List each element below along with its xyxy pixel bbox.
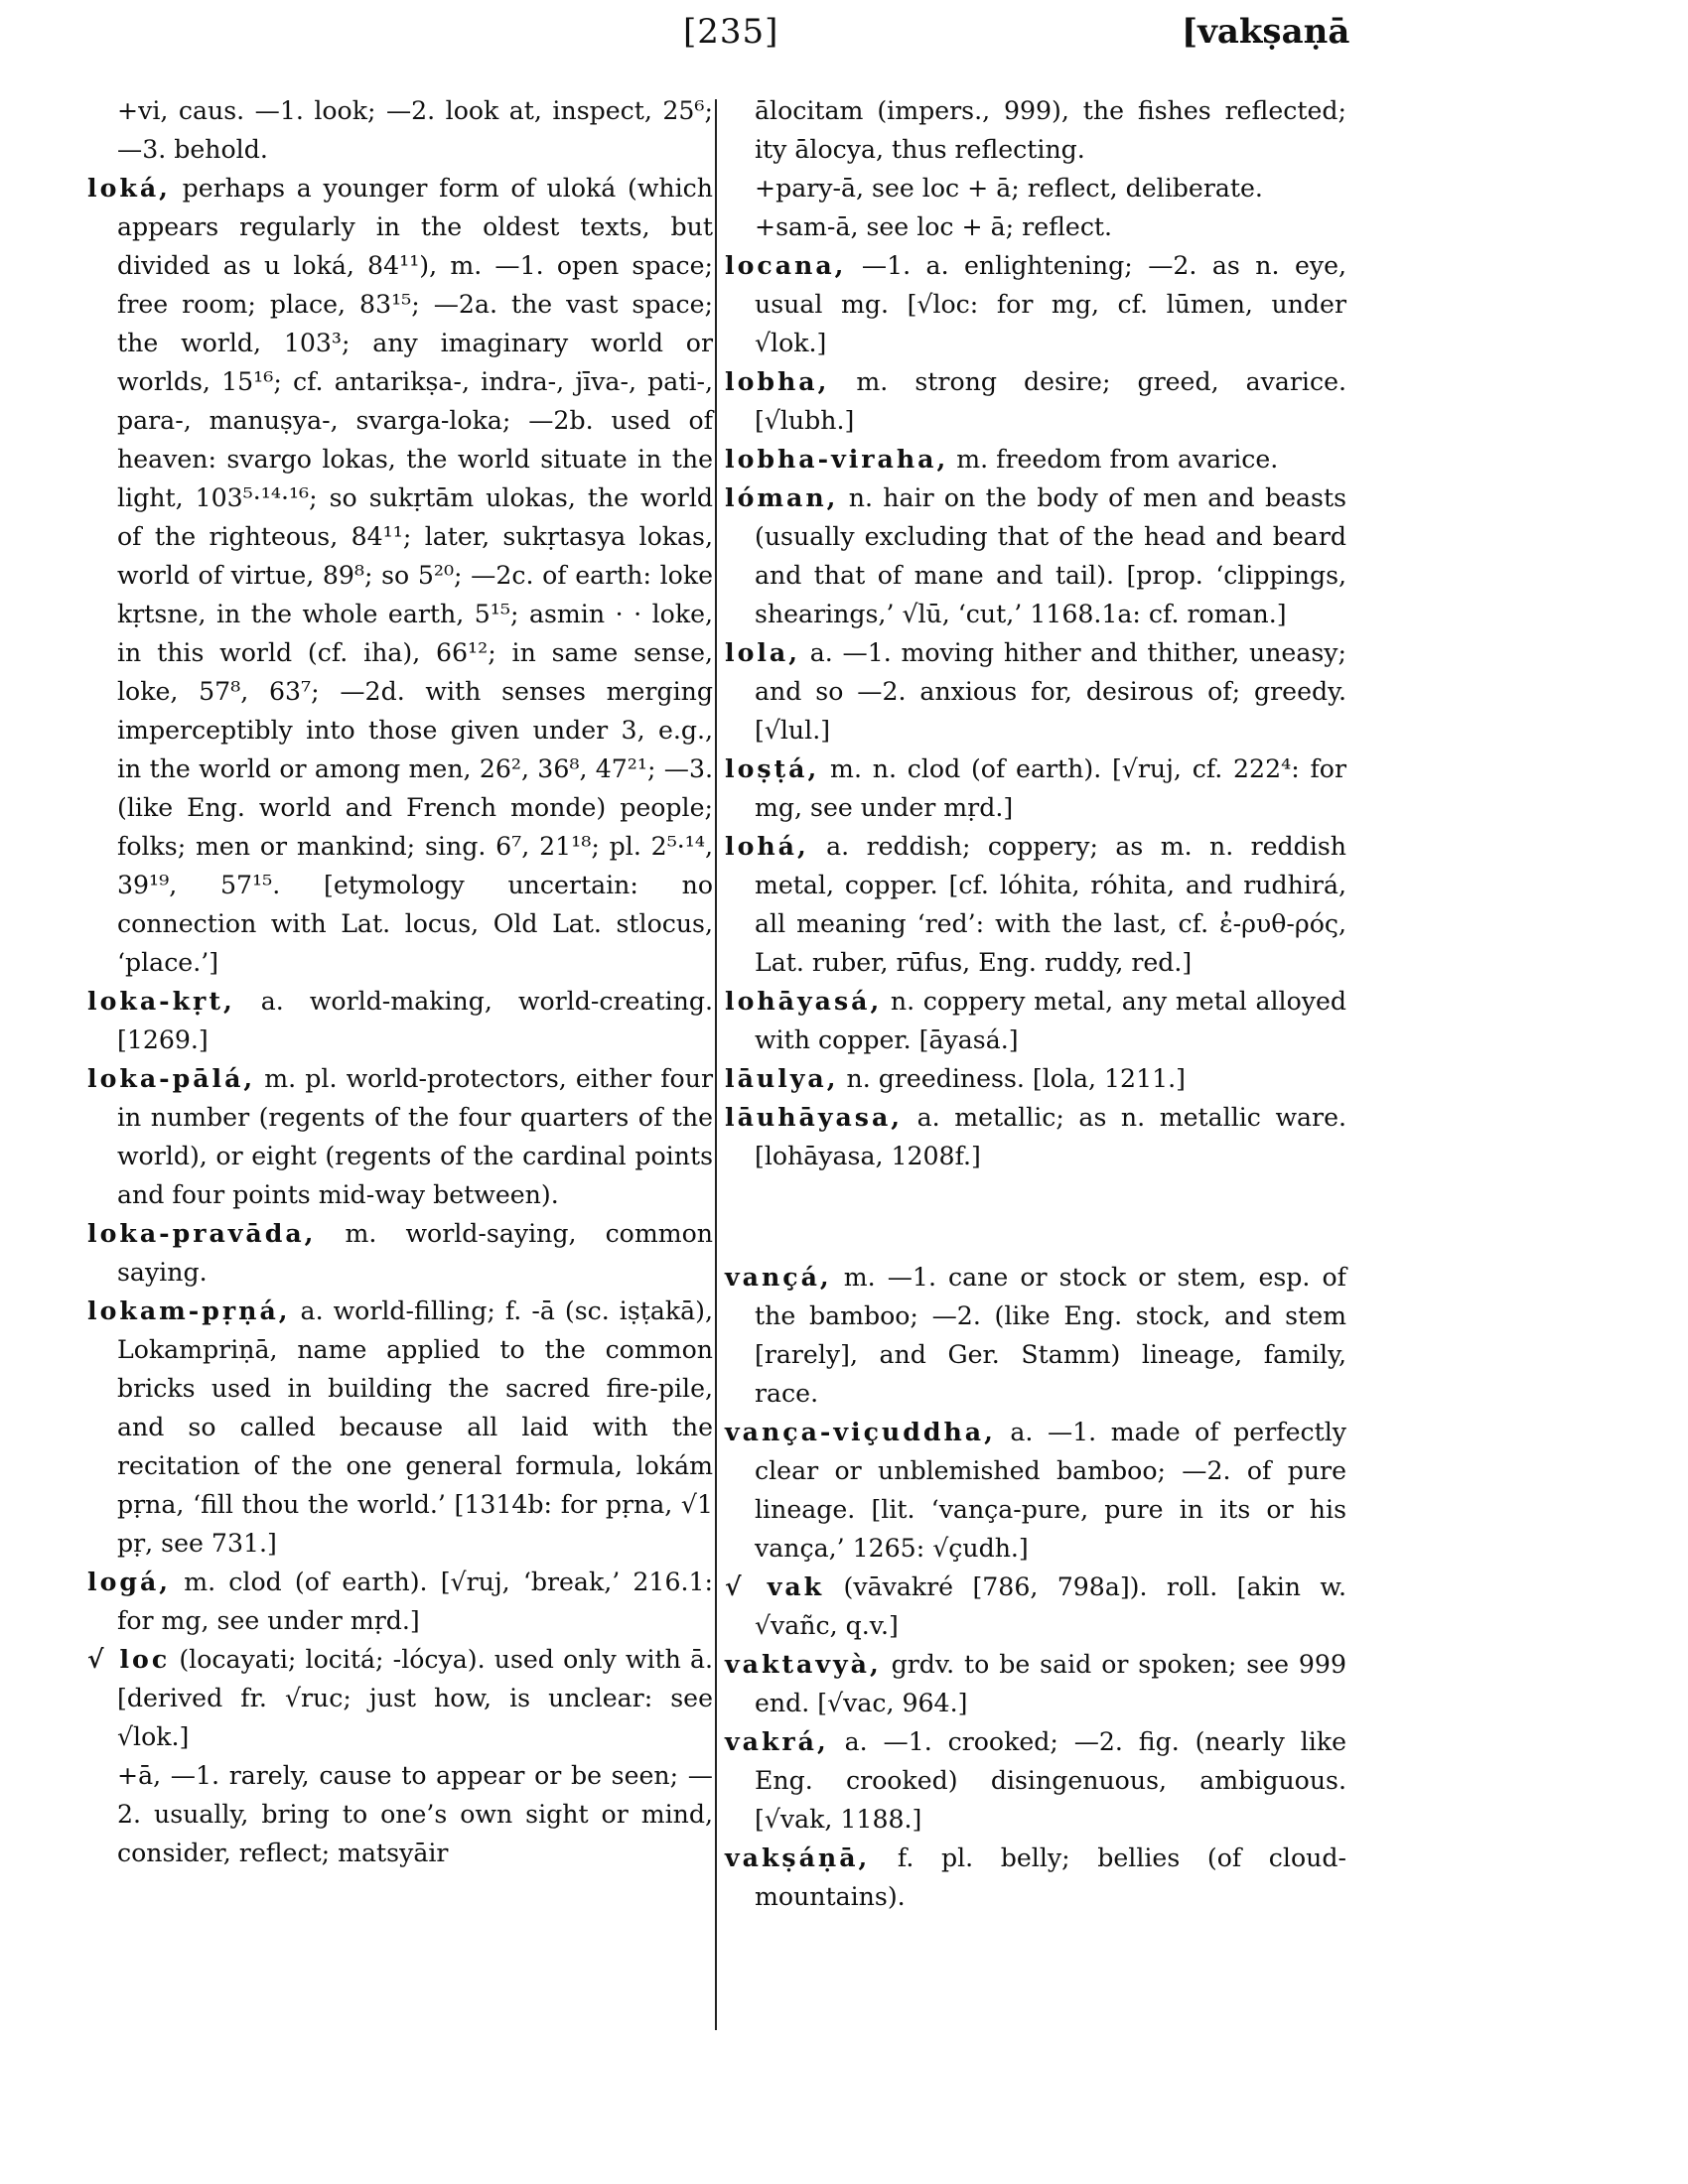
entry-text: +ā, —1. rarely, cause to appear or be seen; —2. usually, bring to one’s own sight or mind, consider, reflect; matsyāir: [117, 1761, 713, 1867]
entry-text: a. —1. moving hither and thither, uneasy; and so —2. anxious for, desirous of; greedy. [√lul.]: [755, 638, 1346, 745]
dictionary-subentry: [725, 207, 1346, 246]
entry-headword: loka-kṛt,: [87, 986, 235, 1016]
entry-text: a. world-filling; f. -ā (sc. iṣṭakā), Lokampriṇā, name applied to the common bricks used in building the sacred fire-pile, and so called because all laid with the recitation of the one general formula, lokám pṛna, ‘fill thou the world.’ [1314b: for pṛna, √1 pṛ, see 731.]: [117, 1297, 713, 1558]
dictionary-entry: [725, 362, 1346, 440]
entry-headword: locana,: [725, 250, 847, 280]
dictionary-entry: [725, 1645, 1346, 1722]
dictionary-entry: [725, 1413, 1346, 1568]
dictionary-subentry: [87, 1756, 713, 1872]
dictionary-entry: [725, 1839, 1346, 1916]
entry-headword: vakṣáṇā,: [725, 1843, 871, 1872]
page-header: [0, 12, 1688, 71]
entry-headword: lóman,: [725, 482, 839, 512]
dictionary-entry: [725, 633, 1346, 750]
entry-text: f. pl. belly; bellies (of cloud-mountains).: [755, 1843, 1346, 1911]
entry-headword: vaktavyà,: [725, 1649, 882, 1679]
dictionary-entry: [725, 1059, 1346, 1098]
entry-text: n. greediness. [lola, 1211.]: [838, 1064, 1186, 1093]
entry-headword: lāulya,: [725, 1063, 839, 1093]
entry-headword: loká,: [87, 173, 171, 203]
entry-text: ālocitam (impers., 999), the fishes reflected; ity ālocya, thus reflecting.: [755, 96, 1346, 164]
entry-text: n. coppery metal, any metal alloyed with copper. [āyasá.]: [755, 987, 1346, 1054]
entry-headword: vança-viçuddha,: [725, 1417, 996, 1446]
entry-text: a. —1. crooked; —2. fig. (nearly like Eng. crooked) disingenuous, ambiguous. [√vak, 1188.]: [755, 1727, 1346, 1834]
entry-text: m. clod (of earth). [√ruj, ‘break,’ 216.1: for mg, see under mṛd.]: [117, 1568, 713, 1635]
dictionary-subentry: [725, 169, 1346, 207]
entry-headword: lokam-pṛṇá,: [87, 1296, 291, 1325]
entry-text: m. strong desire; greed, avarice. [√lubh.]: [755, 367, 1346, 435]
entry-headword: √ loc: [87, 1644, 171, 1674]
entry-text: a. —1. made of perfectly clear or unblemished bamboo; —2. of pure lineage. [lit. ‘vança-pure, pure in its or his vança,’ 1265: √çudh.]: [755, 1418, 1346, 1563]
dictionary-entry: [87, 1059, 713, 1214]
entry-headword: logá,: [87, 1567, 172, 1596]
entry-headword: lobha-viraha,: [725, 444, 949, 474]
section-break: [725, 1175, 1346, 1258]
entry-text: m. —1. cane or stock or stem, esp. of the bamboo; —2. (like Eng. stock, and stem [rarely], and Ger. Stamm) lineage, family, race.: [755, 1263, 1346, 1408]
entry-headword: vakrá,: [725, 1726, 829, 1756]
dictionary-entry: [87, 982, 713, 1059]
entry-headword: lāuhāyasa,: [725, 1102, 904, 1132]
dictionary-subentry: [87, 91, 713, 169]
dictionary-entry: [725, 1722, 1346, 1839]
entry-text: m. n. clod (of earth). [√ruj, cf. 222⁴: for mg, see under mṛd.]: [755, 754, 1346, 822]
entry-headword: vançá,: [725, 1262, 832, 1292]
dictionary-entry: [87, 1563, 713, 1640]
entry-headword: √ vak: [725, 1571, 825, 1601]
dictionary-entry: [725, 440, 1346, 478]
dictionary-entry: [725, 1258, 1346, 1413]
right-column-section-v: [725, 1258, 1346, 1916]
dictionary-entry: [725, 246, 1346, 362]
entry-text: a. reddish; coppery; as m. n. reddish metal, copper. [cf. lóhita, róhita, and rudhirá, all meaning ‘red’: with the last, cf. ἐ-ρυθ-ρός, Lat. ruber, rūfus, Eng. ruddy, red.]: [755, 832, 1346, 977]
entry-text: m. pl. world-protectors, either four in number (regents of the four quarters of the world), or eight (regents of the cardinal points and four points mid-way between).: [117, 1064, 713, 1209]
entry-text: (vāvakré [786, 798a]). roll. [akin w. √vañc, q.v.]: [755, 1572, 1346, 1640]
entry-text: perhaps a younger form of uloká (which appears regularly in the oldest texts, but divided as u loká, 84¹¹), m. —1. open space; free room; place, 83¹⁵; —2a. the vast space; the world, 103³; any imaginary world or worlds, 15¹⁶; cf. antarikṣa-, indra-, jīva-, pati-, para-, manuṣya-, svarga-loka; —2b. used of heaven: svargo lokas, the world situate in the light, 103⁵·¹⁴·¹⁶; so sukṛtām ulokas, the world of the righteous, 84¹¹; later, sukṛtasya lokas, world of virtue, 89⁸; so 5²⁰; —2c. of earth: loke kṛtsne, in the whole earth, 5¹⁵; asmin · · loke, in this world (cf. iha), 66¹²; in same sense, loke, 57⁸, 63⁷; —2d. with senses merging imperceptibly into those given under 3, e.g., in the world or among men, 26², 36⁸, 47²¹; —3. (like Eng. world and French monde) people; folks; men or mankind; sing. 6⁷, 21¹⁸; pl. 2⁵·¹⁴, 39¹⁹, 57¹⁵. [etymology uncertain: no connection with Lat. locus, Old Lat. stlocus, ‘place.’]: [117, 174, 713, 977]
entry-text: m. freedom from avarice.: [948, 445, 1279, 474]
entry-text: n. hair on the body of men and beasts (usually excluding that of the head and beard and that of mane and tail). [prop. ‘clippings, shearings,’ √lū, ‘cut,’ 1168.1a: cf. roman.]: [755, 483, 1346, 628]
entry-text: +sam-ā, see loc + ā; reflect.: [755, 212, 1113, 241]
entry-headword: loka-pālá,: [87, 1063, 256, 1093]
dictionary-entry: [87, 1292, 713, 1563]
entry-text: a. world-making, world-creating. [1269.]: [117, 987, 713, 1054]
entry-text: +vi, caus. —1. look; —2. look at, inspect, 25⁶; —3. behold.: [117, 96, 713, 164]
dictionary-entry: [725, 1568, 1346, 1645]
page-number: [235]: [683, 12, 779, 52]
dictionary-entry: [725, 982, 1346, 1059]
dictionary-entry: [725, 478, 1346, 633]
entry-text: m. world-saying, common saying.: [117, 1219, 713, 1287]
entry-headword: lola,: [725, 637, 801, 667]
entry-text: (locayati; locitá; -lócya). used only with ā. [derived fr. √ruc; just how, is unclear: see √lok.]: [117, 1645, 714, 1751]
dictionary-entry: [725, 827, 1346, 982]
entry-text: +pary-ā, see loc + ā; reflect, deliberate.: [755, 174, 1263, 203]
entry-text: —1. a. enlightening; —2. as n. eye, usual mg. [√loc: for mg, cf. lūmen, under √lok.]: [755, 251, 1346, 357]
dictionary-entry: [87, 1214, 713, 1292]
right-column-section-l: [725, 91, 1346, 1175]
dictionary-entry: [87, 1640, 713, 1756]
running-head: [vakṣaṇā: [1182, 12, 1350, 52]
entry-headword: lohāyasá,: [725, 986, 883, 1016]
entry-headword: lohá,: [725, 831, 809, 861]
column-divider: [715, 99, 717, 2030]
right-column: [725, 91, 1346, 1916]
entry-headword: loka-pravāda,: [87, 1218, 317, 1248]
entry-text: a. metallic; as n. metallic ware. [lohāyasa, 1208f.]: [755, 1103, 1346, 1170]
dictionary-entry: [725, 750, 1346, 827]
entry-headword: loṣṭá,: [725, 753, 820, 783]
entry-continuation: [725, 91, 1346, 169]
dictionary-entry: [725, 1098, 1346, 1175]
dictionary-entry: [87, 169, 713, 982]
entry-text: grdv. to be said or spoken; see 999 end. [√vac, 964.]: [755, 1650, 1346, 1717]
left-column: [87, 91, 713, 1872]
entry-headword: lobha,: [725, 366, 830, 396]
